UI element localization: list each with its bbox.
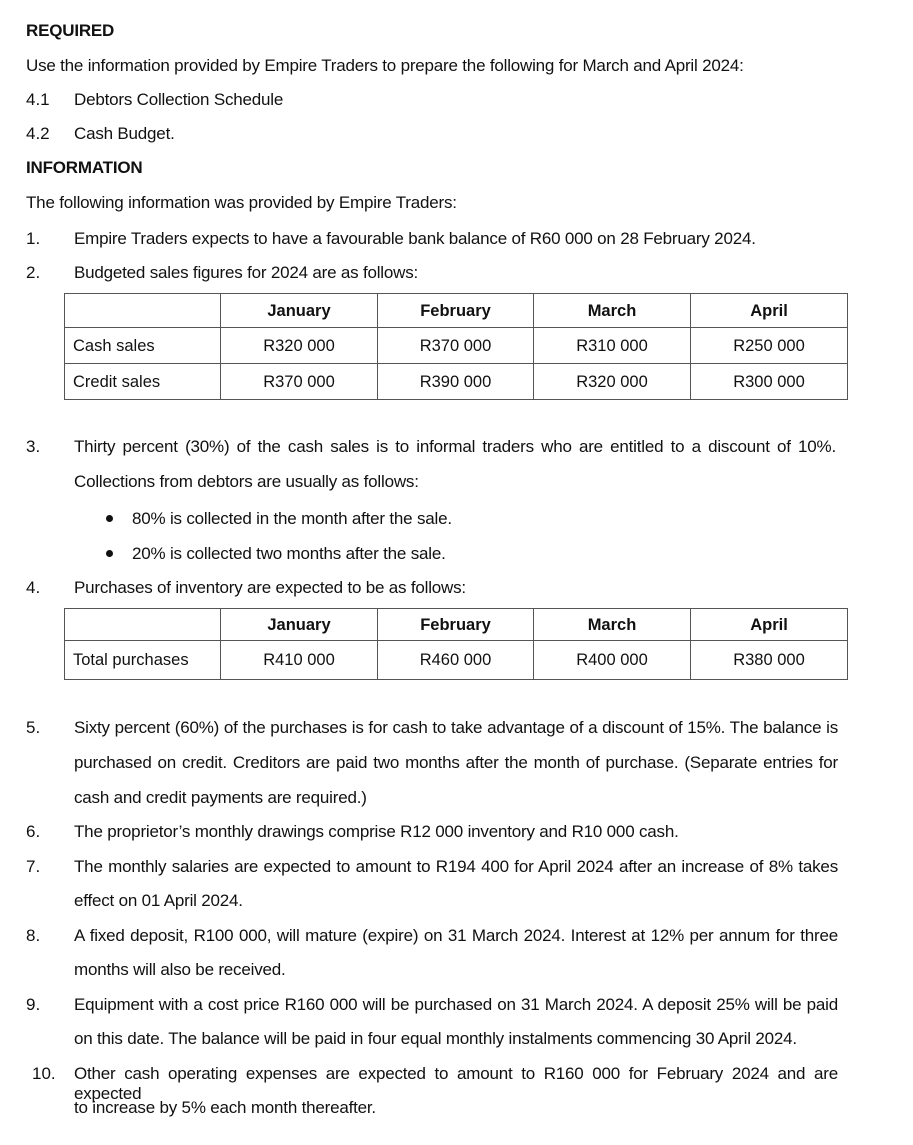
item-text: Thirty percent (30%) of the cash sales is to informal traders who are entitled to a discount of 10%.: [74, 437, 836, 456]
bullet-text: 20% is collected two months after the sale.: [132, 544, 446, 563]
item-number: 3.: [26, 437, 41, 456]
table-row: [65, 364, 848, 400]
item-text: Sixty percent (60%) of the purchases is for cash to take advantage of a discount of 15%. The balance is: [74, 718, 838, 737]
item-number: 4.: [26, 578, 41, 597]
task-number: 4.1: [26, 90, 50, 109]
item-text: Collections from debtors are usually as follows:: [74, 472, 419, 491]
table-cell: R370 000: [221, 364, 378, 400]
information-heading: INFORMATION: [26, 158, 143, 177]
item-text: A fixed deposit, R100 000, will mature (expire) on 31 March 2024. Interest at 12% per annum for three: [74, 926, 838, 945]
column-header: March: [534, 609, 691, 641]
table-header-blank: [65, 609, 221, 641]
purchases-table: [64, 608, 848, 680]
item-text: The proprietor’s monthly drawings comprise R12 000 inventory and R10 000 cash.: [74, 822, 679, 841]
item-text: Purchases of inventory are expected to be as follows:: [74, 578, 466, 597]
item-text: on this date. The balance will be paid in four equal monthly instalments commencing 30 April 2024.: [74, 1029, 797, 1048]
column-header: February: [378, 294, 534, 328]
item-number: 2.: [26, 263, 41, 282]
item-number: 8.: [26, 926, 41, 945]
table-cell: R380 000: [691, 641, 848, 680]
item-number: 1.: [26, 229, 41, 248]
item-text: Empire Traders expects to have a favourable bank balance of R60 000 on 28 February 2024.: [74, 229, 756, 248]
item-text: The monthly salaries are expected to amount to R194 400 for April 2024 after an increase of 8% takes: [74, 857, 838, 876]
task-number: 4.2: [26, 124, 50, 143]
item-text: Other cash operating expenses are expected to amount to R160 000 for February 2024 and are expected: [74, 1064, 838, 1103]
item-text: purchased on credit. Creditors are paid two months after the month of purchase. (Separate entries for: [74, 753, 838, 772]
item-text: months will also be received.: [74, 960, 286, 979]
table-cell: R320 000: [221, 328, 378, 364]
table-cell: R320 000: [534, 364, 691, 400]
column-header: April: [691, 294, 848, 328]
bullet-icon: [106, 550, 113, 557]
table-cell: R250 000: [691, 328, 848, 364]
row-label: Credit sales: [65, 364, 221, 400]
item-number: 7.: [26, 857, 41, 876]
column-header: April: [691, 609, 848, 641]
table-cell: R460 000: [378, 641, 534, 680]
table-cell: R390 000: [378, 364, 534, 400]
item-number: 9.: [26, 995, 41, 1014]
column-header: January: [221, 294, 378, 328]
item-text: to increase by 5% each month thereafter.: [74, 1098, 376, 1117]
column-header: February: [378, 609, 534, 641]
item-number: 6.: [26, 822, 41, 841]
table-row: [65, 641, 848, 680]
column-header: March: [534, 294, 691, 328]
item-text: Budgeted sales figures for 2024 are as follows:: [74, 263, 419, 282]
item-text: cash and credit payments are required.): [74, 788, 367, 807]
table-cell: R370 000: [378, 328, 534, 364]
table-header-row: [65, 609, 848, 641]
table-cell: R300 000: [691, 364, 848, 400]
required-heading: REQUIRED: [26, 21, 115, 40]
information-intro: The following information was provided by Empire Traders:: [26, 193, 457, 212]
task-text: Cash Budget.: [74, 124, 175, 143]
required-intro: Use the information provided by Empire Traders to prepare the following for March and April 2024:: [26, 56, 744, 75]
table-row: [65, 328, 848, 364]
table-cell: R400 000: [534, 641, 691, 680]
bullet-icon: [106, 515, 113, 522]
item-text: effect on 01 April 2024.: [74, 891, 243, 910]
task-text: Debtors Collection Schedule: [74, 90, 284, 109]
column-header: January: [221, 609, 378, 641]
bullet-text: 80% is collected in the month after the sale.: [132, 509, 452, 528]
row-label: Cash sales: [65, 328, 221, 364]
item-text: Equipment with a cost price R160 000 will be purchased on 31 March 2024. A deposit 25% will be paid: [74, 995, 838, 1014]
table-cell: R310 000: [534, 328, 691, 364]
table-cell: R410 000: [221, 641, 378, 680]
item-number: 10.: [32, 1064, 56, 1083]
item-number: 5.: [26, 718, 41, 737]
sales-table: [64, 293, 848, 400]
table-header-blank: [65, 294, 221, 328]
table-header-row: [65, 294, 848, 328]
row-label: Total purchases: [65, 641, 221, 680]
